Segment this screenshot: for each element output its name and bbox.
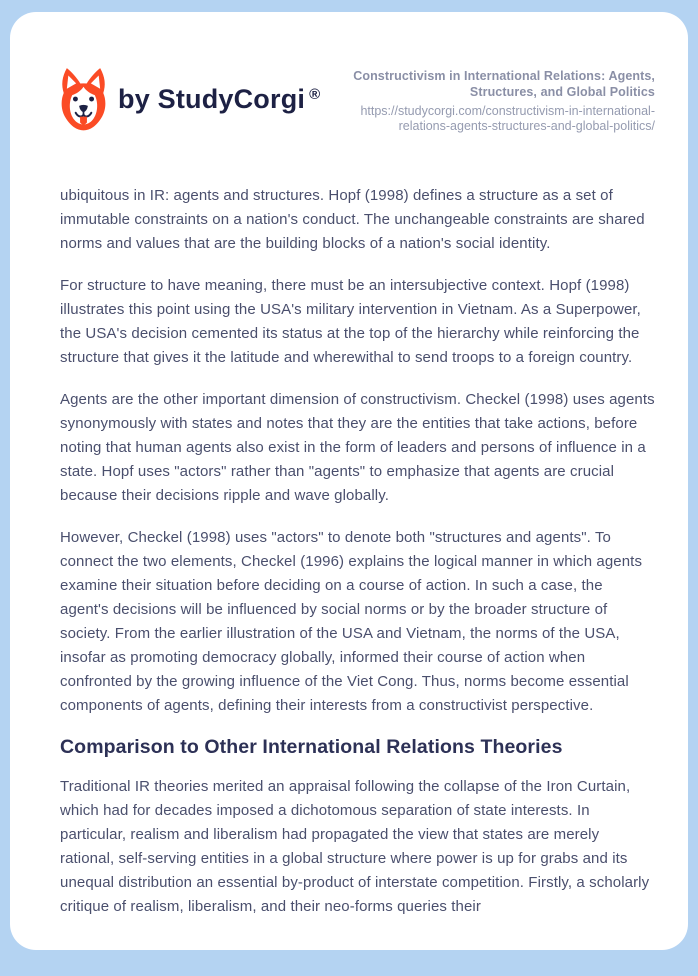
document-url[interactable]: https://studycorgi.com/constructivism-in-international-relations-agents-structures-and-global-politics/ [360, 104, 655, 133]
paragraph: For structure to have meaning, there must be an intersubjective context. Hopf (1998) illustrates this point using the USA's military intervention in Vietnam. As a Superpower, the USA's decision cemented its status at the top of the hierarchy while reinforcing the structure that gives it the latitude and wherewithal to send troops to a foreign country. [60, 277, 641, 366]
studycorgi-logo [60, 66, 320, 131]
registered-trademark-icon: ® [309, 86, 321, 103]
brand-name-text: by StudyCorgi [118, 84, 306, 114]
corgi-face-icon [60, 68, 107, 131]
paragraph: Agents are the other important dimension of constructivism. Checkel (1998) uses agents synonymously with states and notes that they are the entities that take actions, before noting that human agents also exist in the form of leaders and persons of influence in a state. Hopf uses "actors" rather than "agents" to emphasize that agents are crucial because their decisions ripple and wave globally. [60, 391, 655, 504]
section-heading: Comparison to Other International Relations Theories [60, 736, 563, 758]
document-card [10, 12, 688, 950]
paragraph: Traditional IR theories merited an appraisal following the collapse of the Iron Curtain, which had for decades imposed a dichotomous separation of state interests. In particular, realism and liberalism had propagated the view that states are merely rational, self-serving entities in a global structure where power is up for grabs and its unequal distribution an essential by-product of interstate competition. Firstly, a scholarly critique of realism, liberalism, and their neo-forms queries their [60, 778, 650, 915]
document-title: Constructivism in International Relations: Agents, Structures, and Global Politics [353, 69, 655, 99]
document-meta [343, 66, 655, 134]
document-body [60, 184, 655, 919]
document-header [60, 66, 655, 134]
brand-name [118, 84, 320, 115]
page-background [0, 12, 698, 950]
paragraph: ubiquitous in IR: agents and structures. Hopf (1998) defines a structure as a set of immutable constraints on a nation's conduct. The unchangeable constraints are shared norms and values that are the building blocks of a nation's social identity. [60, 187, 645, 252]
paragraph: However, Checkel (1998) uses "actors" to denote both "structures and agents". To connect the two elements, Checkel (1996) explains the logical manner in which agents examine their situation before deciding on a course of action. In such a case, the agent's decisions will be influenced by social norms or by the broader structure of society. From the earlier illustration of the USA and Vietnam, the norms of the USA, insofar as promoting democracy globally, informed their course of action when confronted by the growing influence of the Viet Cong. Thus, norms become essential components of agents, defining their interests from a constructivist perspective. [60, 529, 643, 714]
